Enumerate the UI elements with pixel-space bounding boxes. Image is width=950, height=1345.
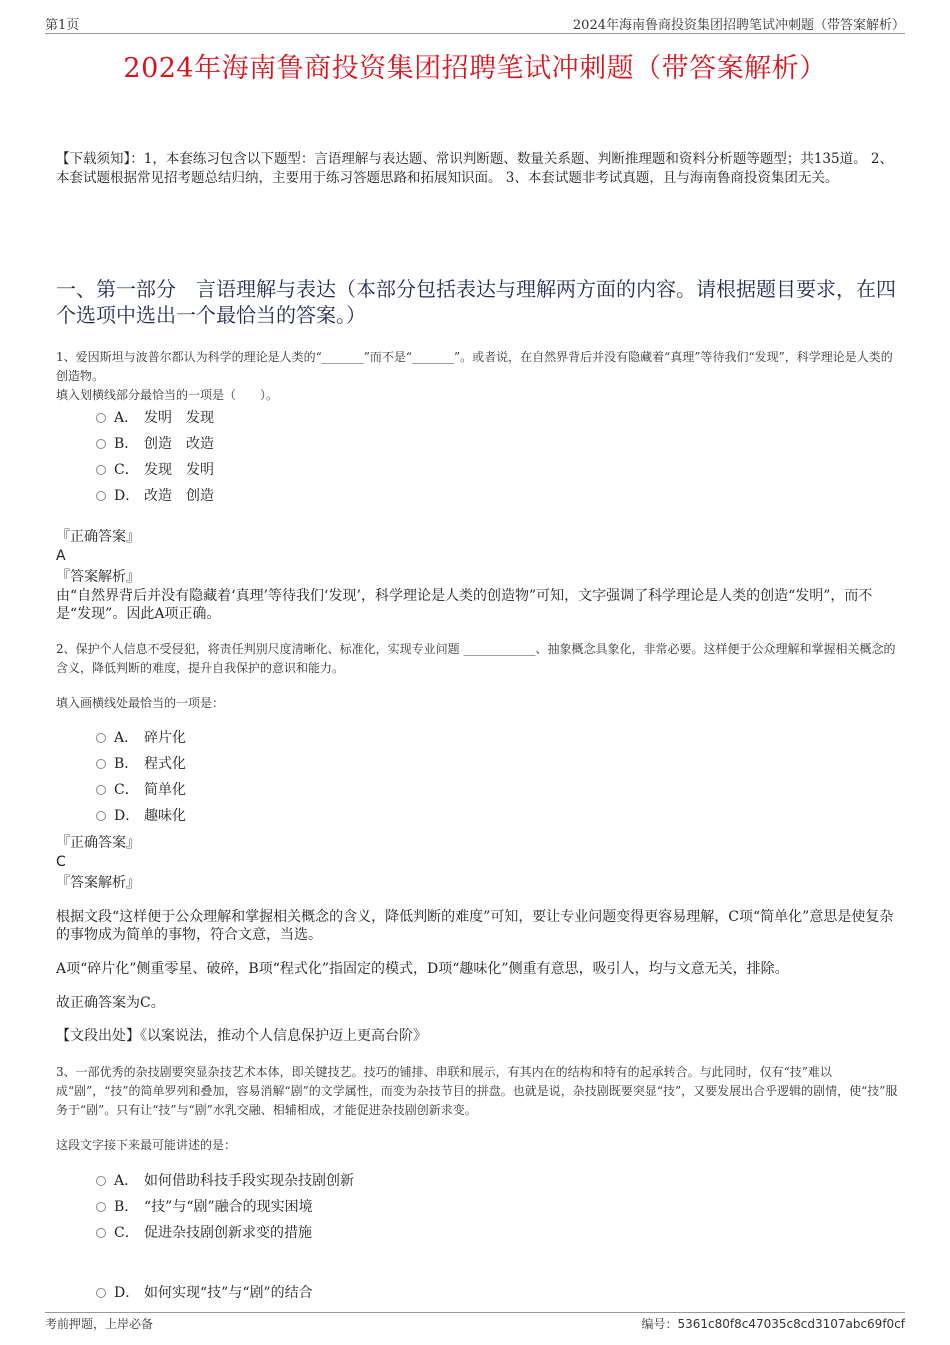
footer-code-label: 编号： xyxy=(641,1317,678,1331)
question-1-answer-label: 『正确答案』 xyxy=(56,529,140,545)
question-2-option-a[interactable]: A． 碎片化 xyxy=(96,728,186,748)
question-2-answer-label: 『正确答案』 xyxy=(56,835,140,851)
radio-icon[interactable] xyxy=(96,1176,106,1186)
question-2-option-d[interactable]: D． 趣味化 xyxy=(96,806,186,826)
question-3-option-c[interactable]: C． 促进杂技剧创新求变的措施 xyxy=(96,1223,312,1243)
radio-icon[interactable] xyxy=(96,465,106,475)
question-1-option-d[interactable]: D． 改造 创造 xyxy=(96,486,214,506)
question-2-answer: C xyxy=(56,854,66,870)
question-1-stem: 1、爱因斯坦与波普尔都认为科学的理论是人类的“_______”而不是“_______”。或者说，在自然界背后并没有隐藏着“真理”等待我们“发现”，科学理论是人类的创造物。 xyxy=(56,350,893,383)
header-title: 2024年海南鲁商投资集团招聘笔试冲刺题（带答案解析） xyxy=(572,18,905,33)
question-2-source: 【文段出处】《以案说法，推动个人信息保护迈上更高台阶》 xyxy=(56,1028,427,1044)
footer-slogan: 考前押题，上岸必备 xyxy=(45,1317,154,1331)
radio-icon[interactable] xyxy=(96,1228,106,1238)
footer-code-value: 5361c80f8c47035c8cd3107abc69f0cf xyxy=(677,1317,905,1331)
question-2-option-c[interactable]: C． 简单化 xyxy=(96,780,186,800)
radio-icon[interactable] xyxy=(96,491,106,501)
footer-divider xyxy=(45,1312,905,1313)
question-2-option-b[interactable]: B． 程式化 xyxy=(96,754,186,774)
header-divider xyxy=(45,33,905,34)
page-number: 第1页 xyxy=(45,18,80,33)
question-1-answer: A xyxy=(56,548,66,564)
question-2-stem: 2、保护个人信息不受侵犯，将责任判别尺度清晰化、标准化，实现专业问题 ____________、抽象概念具象化，非常必要。这样便于公众理解和掌握相关概念的含义，降低判断的难度，提升自我保护的意识和能力。 xyxy=(56,642,896,675)
question-1-prompt: 填入划横线部分最恰当的一项是（ ）。 xyxy=(56,388,279,402)
document-title: 2024年海南鲁商投资集团招聘笔试冲刺题（带答案解析） xyxy=(123,53,827,84)
section-title: 一、第一部分 言语理解与表达（本部分包括表达与理解两方面的内容。请根据题目要求，在四个选项中选出一个最恰当的答案。） xyxy=(56,277,896,327)
question-3-prompt: 这段文字接下来最可能讲述的是： xyxy=(56,1138,237,1152)
radio-icon[interactable] xyxy=(96,413,106,423)
question-2-analysis-1: 根据文段“这样便于公众理解和掌握相关概念的含义，降低判断的难度”可知，要让专业问题变得更容易理解，C项“简单化”意思是使复杂的事物成为简单的事物，符合文意，当选。 xyxy=(56,909,894,943)
radio-icon[interactable] xyxy=(96,785,106,795)
radio-icon[interactable] xyxy=(96,733,106,743)
question-3-option-d[interactable]: D． 如何实现“技”与“剧”的结合 xyxy=(96,1283,313,1303)
question-1-analysis: 由“自然界背后并没有隐藏着‘真理’等待我们‘发现’，科学理论是人类的创造物”可知，文字强调了科学理论是人类的创造“发明”，而不是“发现”。因此A项正确。 xyxy=(56,588,873,622)
radio-icon[interactable] xyxy=(96,1288,106,1298)
question-1-option-c[interactable]: C． 发现 发明 xyxy=(96,460,214,480)
question-2-analysis-3: 故正确答案为C。 xyxy=(56,995,165,1011)
radio-icon[interactable] xyxy=(96,439,106,449)
download-notice: 【下载须知】：1，本套练习包含以下题型：言语理解与表达题、常识判断题、数量关系题、判断推理题和资料分析题等题型；共135道。 2、本套试题根据常见招考题总结归纳，主要用于练习答题思路和拓展知识面。 3、本套试题非考试真题，且与海南鲁商投资集团无关。 xyxy=(56,151,893,186)
question-3-option-a[interactable]: A． 如何借助科技手段实现杂技剧创新 xyxy=(96,1171,354,1191)
question-3-stem: 3、一部优秀的杂技剧要突显杂技艺术本体，即关键技艺。技巧的铺排、串联和展示，有其内在的结构和特有的起承转合。与此同时，仅有“技”难以成“剧”，“技”的简单罗列和叠加，容易消解“剧”的文学属性，而变为杂技节目的拼盘。也就是说，杂技剧既要突显“技”，又要发展出合乎逻辑的剧情，使“技”服务于“剧”。只有让“技”与“剧”水乳交融、相辅相成，才能促进杂技剧创新求变。 xyxy=(56,1065,898,1117)
radio-icon[interactable] xyxy=(96,759,106,769)
question-1-option-a[interactable]: A． 发明 发现 xyxy=(96,408,214,428)
question-2-analysis-label: 『答案解析』 xyxy=(56,875,140,891)
question-3-option-b[interactable]: B． “技”与“剧”融合的现实困境 xyxy=(96,1197,313,1217)
question-2-analysis-2: A项“碎片化”侧重零星、破碎，B项“程式化”指固定的模式，D项“趣味化”侧重有意思，吸引人，均与文意无关，排除。 xyxy=(56,961,789,977)
radio-icon[interactable] xyxy=(96,1202,106,1212)
footer-code xyxy=(641,1315,905,1332)
question-2-prompt: 填入画横线处最恰当的一项是： xyxy=(56,696,225,710)
question-1-option-b[interactable]: B． 创造 改造 xyxy=(96,434,214,454)
radio-icon[interactable] xyxy=(96,811,106,821)
question-1-analysis-label: 『答案解析』 xyxy=(56,569,140,585)
